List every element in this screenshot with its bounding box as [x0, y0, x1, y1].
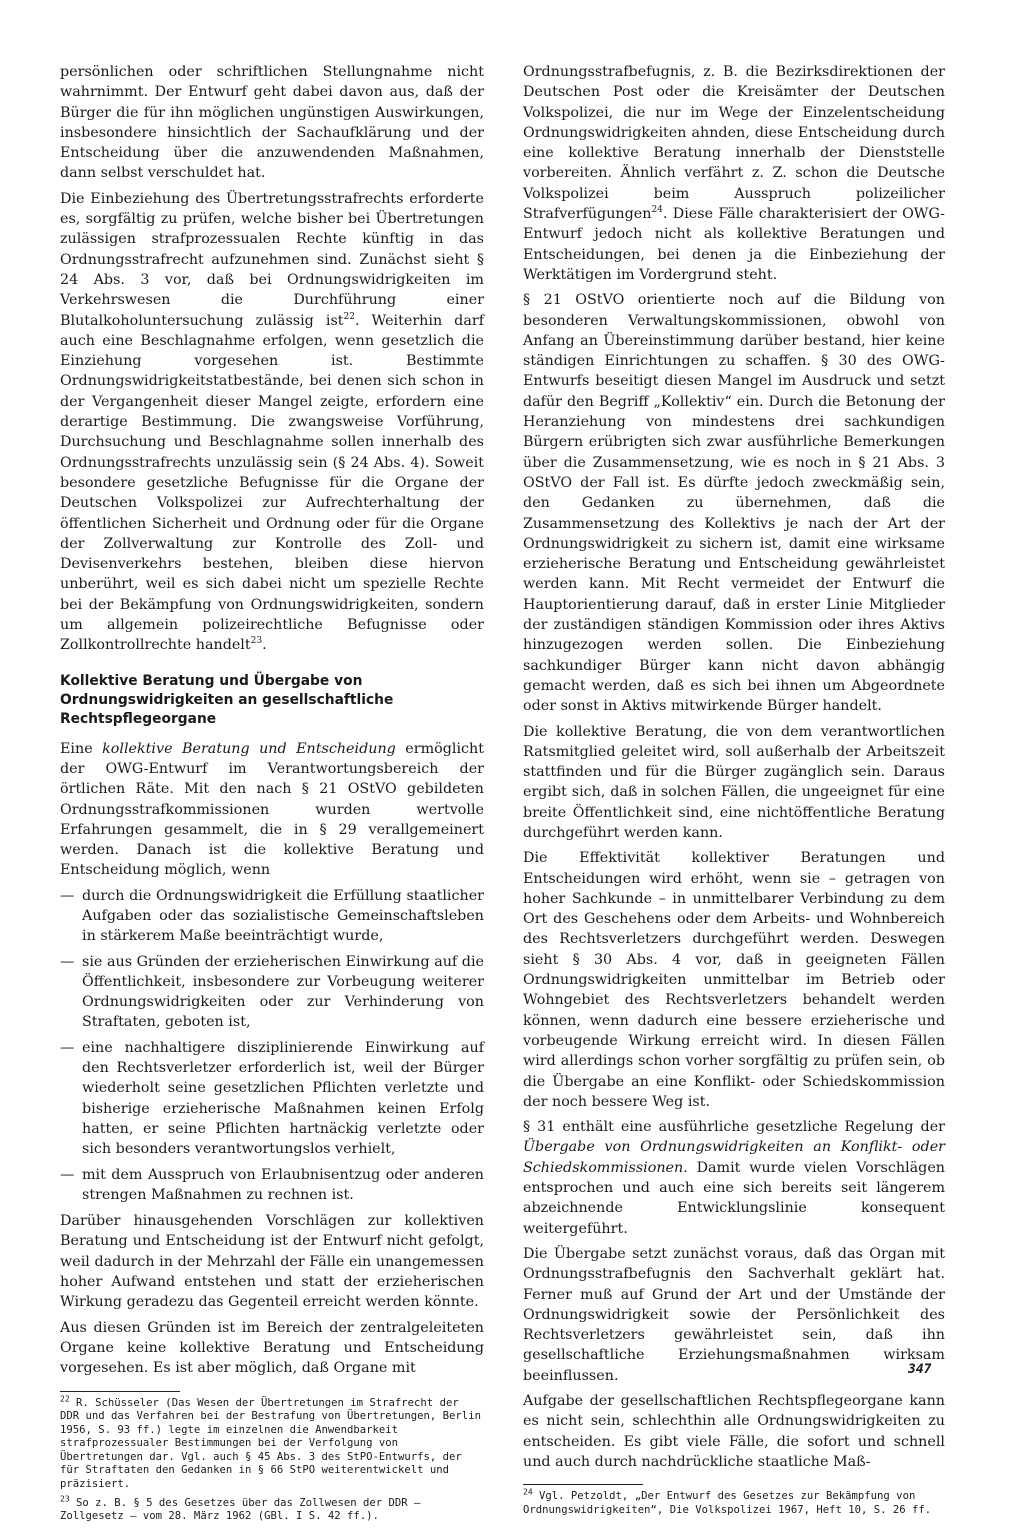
paragraph: Darüber hinausgehenden Vorschlägen zur kollektiven Beratung und Entscheidung ist der Entwurf nicht gefolgt, weil dadurch in der Mehrzahl der Fälle ein unangemessen hoher Aufwand entstehen und statt der erzieherischen Wirkung geradezu das Gegenteil erreicht werden könnte.: [60, 1213, 484, 1311]
footnote-24: $^{24}$ Vgl. Petzoldt, „Der Entwurf des Gesetzes zur Bekämpfung von Ordnungswidrigkeiten“, Die Volkspolizei 1967, Heft 10, S. 26 ff.: [523, 1487, 932, 1516]
list-item: — mit dem Ausspruch von Erlaubnisentzug oder anderen strengen Maßnahmen zu rechnen ist.: [60, 1165, 484, 1206]
paragraph: persönlichen oder schriftlichen Stellungnahme nicht wahrnimmt. Der Entwurf geht dabei davon aus, daß der Bürger die für ihn möglichen ungünstigen Auswirkungen, insbesondere hinsichtlich der Sachaufklärung und der Entscheidung über die anzuwendenden Maßnahmen, dann selbst verschuldet hat.: [60, 64, 484, 182]
paragraph: Die Effektivität kollektiver Beratungen und Entscheidungen wird erhöht, wenn sie – getragen von hoher Sachkunde – in unmittelbarer Verbindung zu dem Ort des Geschehens oder dem Arbeits- und Wohnbereich des Rechtsverletzers durchgeführt werden. Deswegen sieht § 30 Abs. 4 vor, daß in geeigneten Fällen Ordnungswidrigkeiten unmittelbar im Betrieb oder Wohngebiet des Rechtsverletzers behandelt werden können, wenn dadurch eine bessere erzieherische und vorbeugende Wirkung erreicht wird. In diesen Fällen wird allerdings schon vorher sorgfältig zu prüfen sein, ob die Übergabe an eine Konflikt- oder Schiedskommission der noch bessere Weg ist.: [523, 850, 945, 1110]
list-item: — eine nachhaltigere disziplinierende Einwirkung auf den Rechtsverletzer erforderlich ist, weil der Bürger wiederholt seine gesetzlichen Pflichten verletzte und bisherige erzieherische Maßnahmen keinen Erfolg hatten, er seine Pflichten hartnäckig verletzte oder sich besonders verantwortungslos verhielt,: [60, 1038, 484, 1160]
right-column: [523, 62, 945, 1522]
list-item: — durch die Ordnungswidrigkeit die Erfüllung staatlicher Aufgaben oder das sozialistische Gemeinschaftsleben in stärkerem Maße beeinträchtigt wurde,: [60, 886, 484, 947]
footnote-divider: [60, 1391, 180, 1392]
footnote-ref[interactable]: 22: [343, 311, 355, 322]
footnote-ref[interactable]: 24: [651, 205, 663, 216]
list-item: — sie aus Gründen der erzieherischen Einwirkung auf die Öffentlichkeit, insbesondere zur Vorbeugung weiterer Ordnungswidrigkeiten oder zur Verhinderung von Straftaten, geboten ist,: [60, 952, 484, 1033]
paragraph: Die kollektive Beratung, die von dem verantwortlichen Ratsmitglied geleitet wird, soll außerhalb der Arbeitszeit stattfinden und für die Bürger zugänglich sein. Daraus ergibt sich, daß in solchen Fällen, die ungeeignet für eine breite Öffentlichkeit sind, eine nichtöffentliche Beratung durchgeführt werden kann.: [523, 723, 945, 841]
section-heading: Kollektive Beratung und Übergabe von Ordnungswidrigkeiten an gesellschaftliche Rechtspflegeorgane: [60, 672, 394, 727]
left-column: [60, 62, 484, 1529]
paragraph: Die Übergabe setzt zunächst voraus, daß das Organ mit Ordnungsstrafbefugnis den Sachverhalt geklärt hat. Ferner muß auf Grund der Art und der Umstände der Ordnungswidrigkeit sowie der Persönlichkeit des Rechtsverletzers gewährleistet sein, daß ihn gesellschaftliche Erziehungsmaßnahmen wirksam beeinflussen.: [523, 1245, 945, 1384]
paragraph: Eine kollektive Beratung und Entscheidung ermöglicht der OWG-Entwurf im Verantwortungsbereich der örtlichen Räte. Mit den nach § 21 OStVO gebildeten Ordnungsstrafkommissionen wurden wertvolle Erfahrungen gesammelt, die in § 29 verallgemeinert werden. Danach ist die kollektive Beratung und Entscheidung möglich, wenn: [60, 740, 484, 879]
paragraph: Ordnungsstrafbefugnis, z. B. die Bezirksdirektionen der Deutschen Post oder die Kreisämter der Deutschen Volkspolizei, die nur im Wege der Einzelentscheidung Ordnungswidrigkeiten ahnden, diese Entscheidung durch eine kollektive Beratung innerhalb der Dienststelle vorbereiten. Ähnlich verfährt z. Z. schon die Deutsche Volkspolizei beim Ausspruch polizeilicher Strafverfügungen$^{24}$. Diese Fälle charakterisiert der OWG-Entwurf jedoch nicht als kollektive Beratungen und Entscheidungen, bei denen ja die Einbeziehung der Werktätigen im Vordergrund steht.: [523, 64, 945, 283]
condition-list: [60, 886, 484, 1205]
emphasis: kollektive Beratung und Entscheidung: [102, 740, 396, 757]
footnote-ref[interactable]: 23: [250, 636, 263, 647]
footnote-23: $^{23}$ So z. B. § 5 des Gesetzes über das Zollwesen der DDR – Zollgesetz – vom 28. März 1962 (GBl. I S. 42 ff.).: [60, 1494, 421, 1523]
paragraph: § 31 enthält eine ausführliche gesetzliche Regelung der Übergabe von Ordnungswidrigkeiten an Konflikt- oder Schiedskommissionen. Damit wurde vielen Vorschlägen entsprochen und auch eine sich bereits seit längerem abzeichnende Entwicklungslinie konsequent weitergeführt.: [523, 1119, 945, 1237]
paragraph: Die Einbeziehung des Übertretungsstrafrechts erforderte es, sorgfältig zu prüfen, welche bisher bei Übertretungen zulässigen strafprozessualen Rechte künftig in das Ordnungsstrafrecht aufzunehmen sind. Zunächst sieht § 24 Abs. 3 vor, daß bei Ordnungswidrigkeiten im Verkehrswesen die Durchführung einer Blutalkoholuntersuchung zulässig ist$^{22}$. Weiterhin darf auch eine Beschlagnahme erfolgen, wenn gesetzlich die Einziehung vorgesehen ist. Bestimmte Ordnungswidrigkeitstatbestände, bei denen sich schon in der Vergangenheit dieser Mangel zeigte, erfordern eine derartige Bestimmung. Die zwangsweise Vorführung, Durchsuchung und Beschlagnahme sollen innerhalb des Ordnungsstrafrechts unzulässig sein (§ 24 Abs. 4). Soweit besondere gesetzliche Befugnisse für die Organe der Deutschen Volkspolizei zur Aufrechterhaltung der öffentlichen Sicherheit und Ordnung oder für die Organe der Zollverwaltung zur Kontrolle des Zoll- und Devisenverkehrs bestehen, bleiben diese hiervon unberührt, weil es sich dabei nicht um spezielle Rechte bei der Bekämpfung von Ordnungswidrigkeiten, sondern um allgemein polizeirechtliche Befugnisse oder Zollkontrollrechte handelt$^{23}$.: [60, 190, 484, 654]
emphasis: Übergabe von Ordnungswidrigkeiten an Konflikt- oder Schiedskommissionen.: [523, 1139, 945, 1176]
paragraph: Aus diesen Gründen ist im Bereich der zentralgeleiteten Organe keine kollektive Beratung und Entscheidung vorgesehen. Es ist aber möglich, daß Organe mit: [60, 1319, 484, 1377]
footnote-divider: [523, 1484, 643, 1485]
footnote-22: $^{22}$ R. Schüsseler (Das Wesen der Übertretungen im Strafrecht der DDR und das Verfahren bei der Bestrafung von Übertretungen, Berlin 1956, S. 93 ff.) legte im einzelnen die Anwendbarkeit strafprozessualer Bestimmungen bei der Verfolgung von Übertretungen dar. Vgl. auch § 45 Abs. 3 des StPO-Entwurfs, der für Straftaten den Gedanken in § 66 StPO weiterentwickelt und präzisiert.: [60, 1393, 481, 1491]
page-number: 347: [908, 1362, 932, 1377]
paragraph: Aufgabe der gesellschaftlichen Rechtspflegeorgane kann es nicht sein, schlechthin alle Ordnungswidrigkeiten zu entscheiden. Es gibt viele Fälle, die sofort und schnell und auch durch nachdrückliche staatliche Maß-: [523, 1393, 945, 1470]
paragraph: § 21 OStVO orientierte noch auf die Bildung von besonderen Verwaltungskommissionen, obwohl von Anfang an Übereinstimmung darüber bestand, hier keine ständigen Einrichtungen zu schaffen. § 30 des OWG-Entwurfs beseitigt diesen Mangel im Ausdruck und setzt dafür den Begriff „Kollektiv“ ein. Durch die Betonung der Heranziehung von mindestens drei sachkundigen Bürgern erübrigten sich zwar ausführliche Bemerkungen über die Zusammensetzung, wie es noch in § 21 Abs. 3 OStVO der Fall ist. Es dürfte jedoch zweckmäßig sein, den Gedanken zu übernehmen, daß die Zusammensetzung des Kollektivs je nach der Art der Ordnungswidrigkeit zu sichern ist, damit eine wirksame erzieherische Beratung und Entscheidung gewährleistet werden kann. Mit Recht vermeidet der Entwurf die Hauptorientierung darauf, daß in erster Linie Mitglieder der zuständigen ständigen Kommission oder ihres Aktivs hinzugezogen werden sollen. Die Einbeziehung sachkundiger Bürger kann nicht davon abhängig gemacht werden, daß es sich bei ihnen um Abgeordnete oder sonst in Aktivs mitwirkende Bürger handelt.: [523, 292, 945, 715]
